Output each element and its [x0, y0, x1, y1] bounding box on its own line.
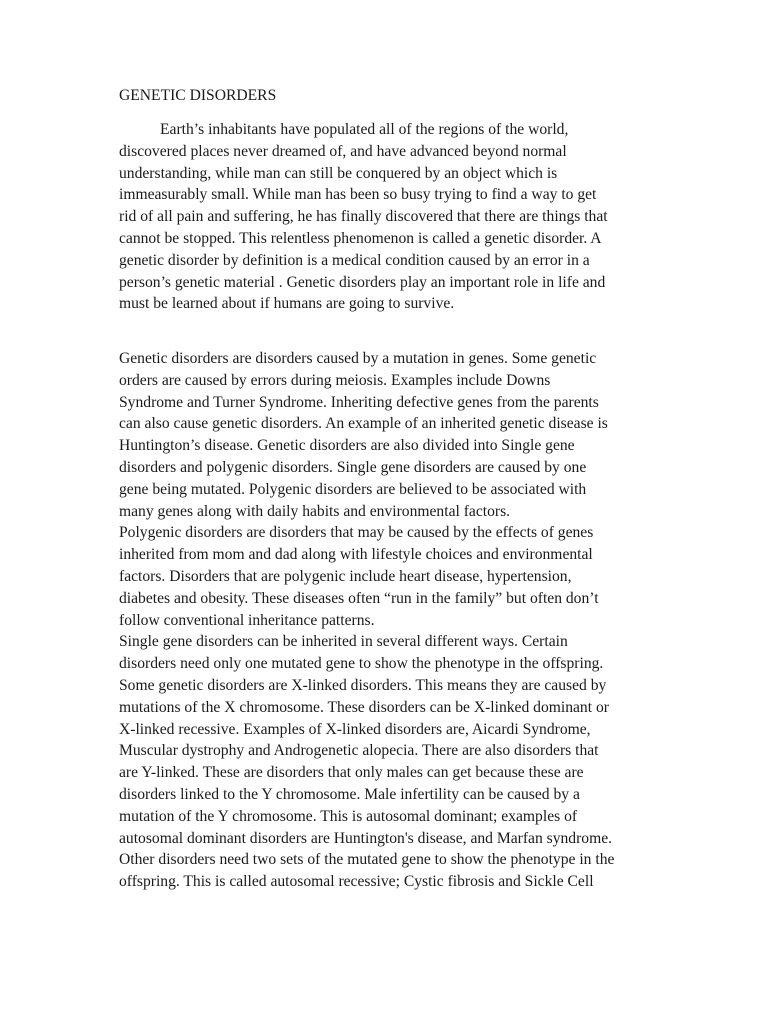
body-line: gene being mutated. Polygenic disorders are believed to be associated with — [119, 480, 587, 498]
intro-line: cannot be stopped. This relentless phenomenon is called a genetic disorder. A — [119, 230, 602, 247]
page-title: GENETIC DISORDERS — [119, 87, 277, 104]
intro-line: understanding, while man can still be conquered by an object which is — [119, 164, 558, 182]
body-line: diabetes and obesity. These diseases often “run in the family” but often don’t — [119, 589, 599, 607]
body-line: Polygenic disorders are disorders that may be caused by the effects of genes — [119, 524, 594, 542]
intro-line: person’s genetic material . Genetic disorders play an important role in life and — [119, 273, 606, 291]
body-line: inherited from mom and dad along with lifestyle choices and environmental — [119, 546, 593, 564]
body-line: mutations of the X chromosome. These disorders can be X-linked dominant or — [119, 698, 609, 716]
body-line: disorders and polygenic disorders. Single gene disorders are caused by one — [119, 459, 587, 476]
body-line: follow conventional inheritance patterns. — [119, 611, 375, 629]
body-line: offspring. This is called autosomal recessive; Cystic fibrosis and Sickle Cell — [119, 873, 594, 891]
body-line: factors. Disorders that are polygenic include heart disease, hypertension, — [119, 568, 572, 585]
body-line: orders are caused by errors during meiosis. Examples include Downs — [119, 371, 551, 389]
body-line: are Y-linked. These are disorders that only males can get because these are — [119, 764, 584, 782]
body-line: autosomal dominant disorders are Huntington's disease, and Marfan syndrome. — [119, 829, 613, 847]
body-line: Huntington’s disease. Genetic disorders are also divided into Single gene — [119, 437, 575, 455]
body-line: Some genetic disorders are X-linked disorders. This means they are caused by — [119, 677, 607, 694]
body-line: Genetic disorders are disorders caused by a mutation in genes. Some genetic — [119, 350, 597, 367]
body-line: Muscular dystrophy and Androgenetic alopecia. There are also disorders that — [119, 742, 599, 760]
intro-line: must be learned about if humans are going to survive. — [119, 295, 455, 313]
intro-line: discovered places never dreamed of, and have advanced beyond normal — [119, 142, 567, 160]
body-line: many genes along with daily habits and environmental factors. — [119, 502, 511, 520]
intro-line: Earth’s inhabitants have populated all of the regions of the world, — [160, 121, 569, 138]
body-line: mutation of the Y chromosome. This is autosomal dominant; examples of — [119, 807, 578, 825]
intro-line: immeasurably small. While man has been so busy trying to find a way to get — [119, 186, 597, 204]
intro-line: genetic disorder by definition is a medical condition caused by an error in a — [119, 251, 590, 269]
body-line: disorders need only one mutated gene to show the phenotype in the offspring. — [119, 655, 604, 673]
body-line: disorders linked to the Y chromosome. Male infertility can be caused by a — [119, 786, 580, 803]
body-line: Other disorders need two sets of the mutated gene to show the phenotype in the — [119, 851, 615, 869]
body-line: X-linked recessive. Examples of X-linked disorders are, Aicardi Syndrome, — [119, 720, 591, 738]
body-line: Syndrome and Turner Syndrome. Inheriting defective genes from the parents — [119, 393, 599, 411]
intro-line: rid of all pain and suffering, he has finally discovered that there are things that — [119, 208, 608, 226]
body-line: Single gene disorders can be inherited in several different ways. Certain — [119, 633, 568, 651]
body-line: can also cause genetic disorders. An example of an inherited genetic disease is — [119, 415, 608, 433]
